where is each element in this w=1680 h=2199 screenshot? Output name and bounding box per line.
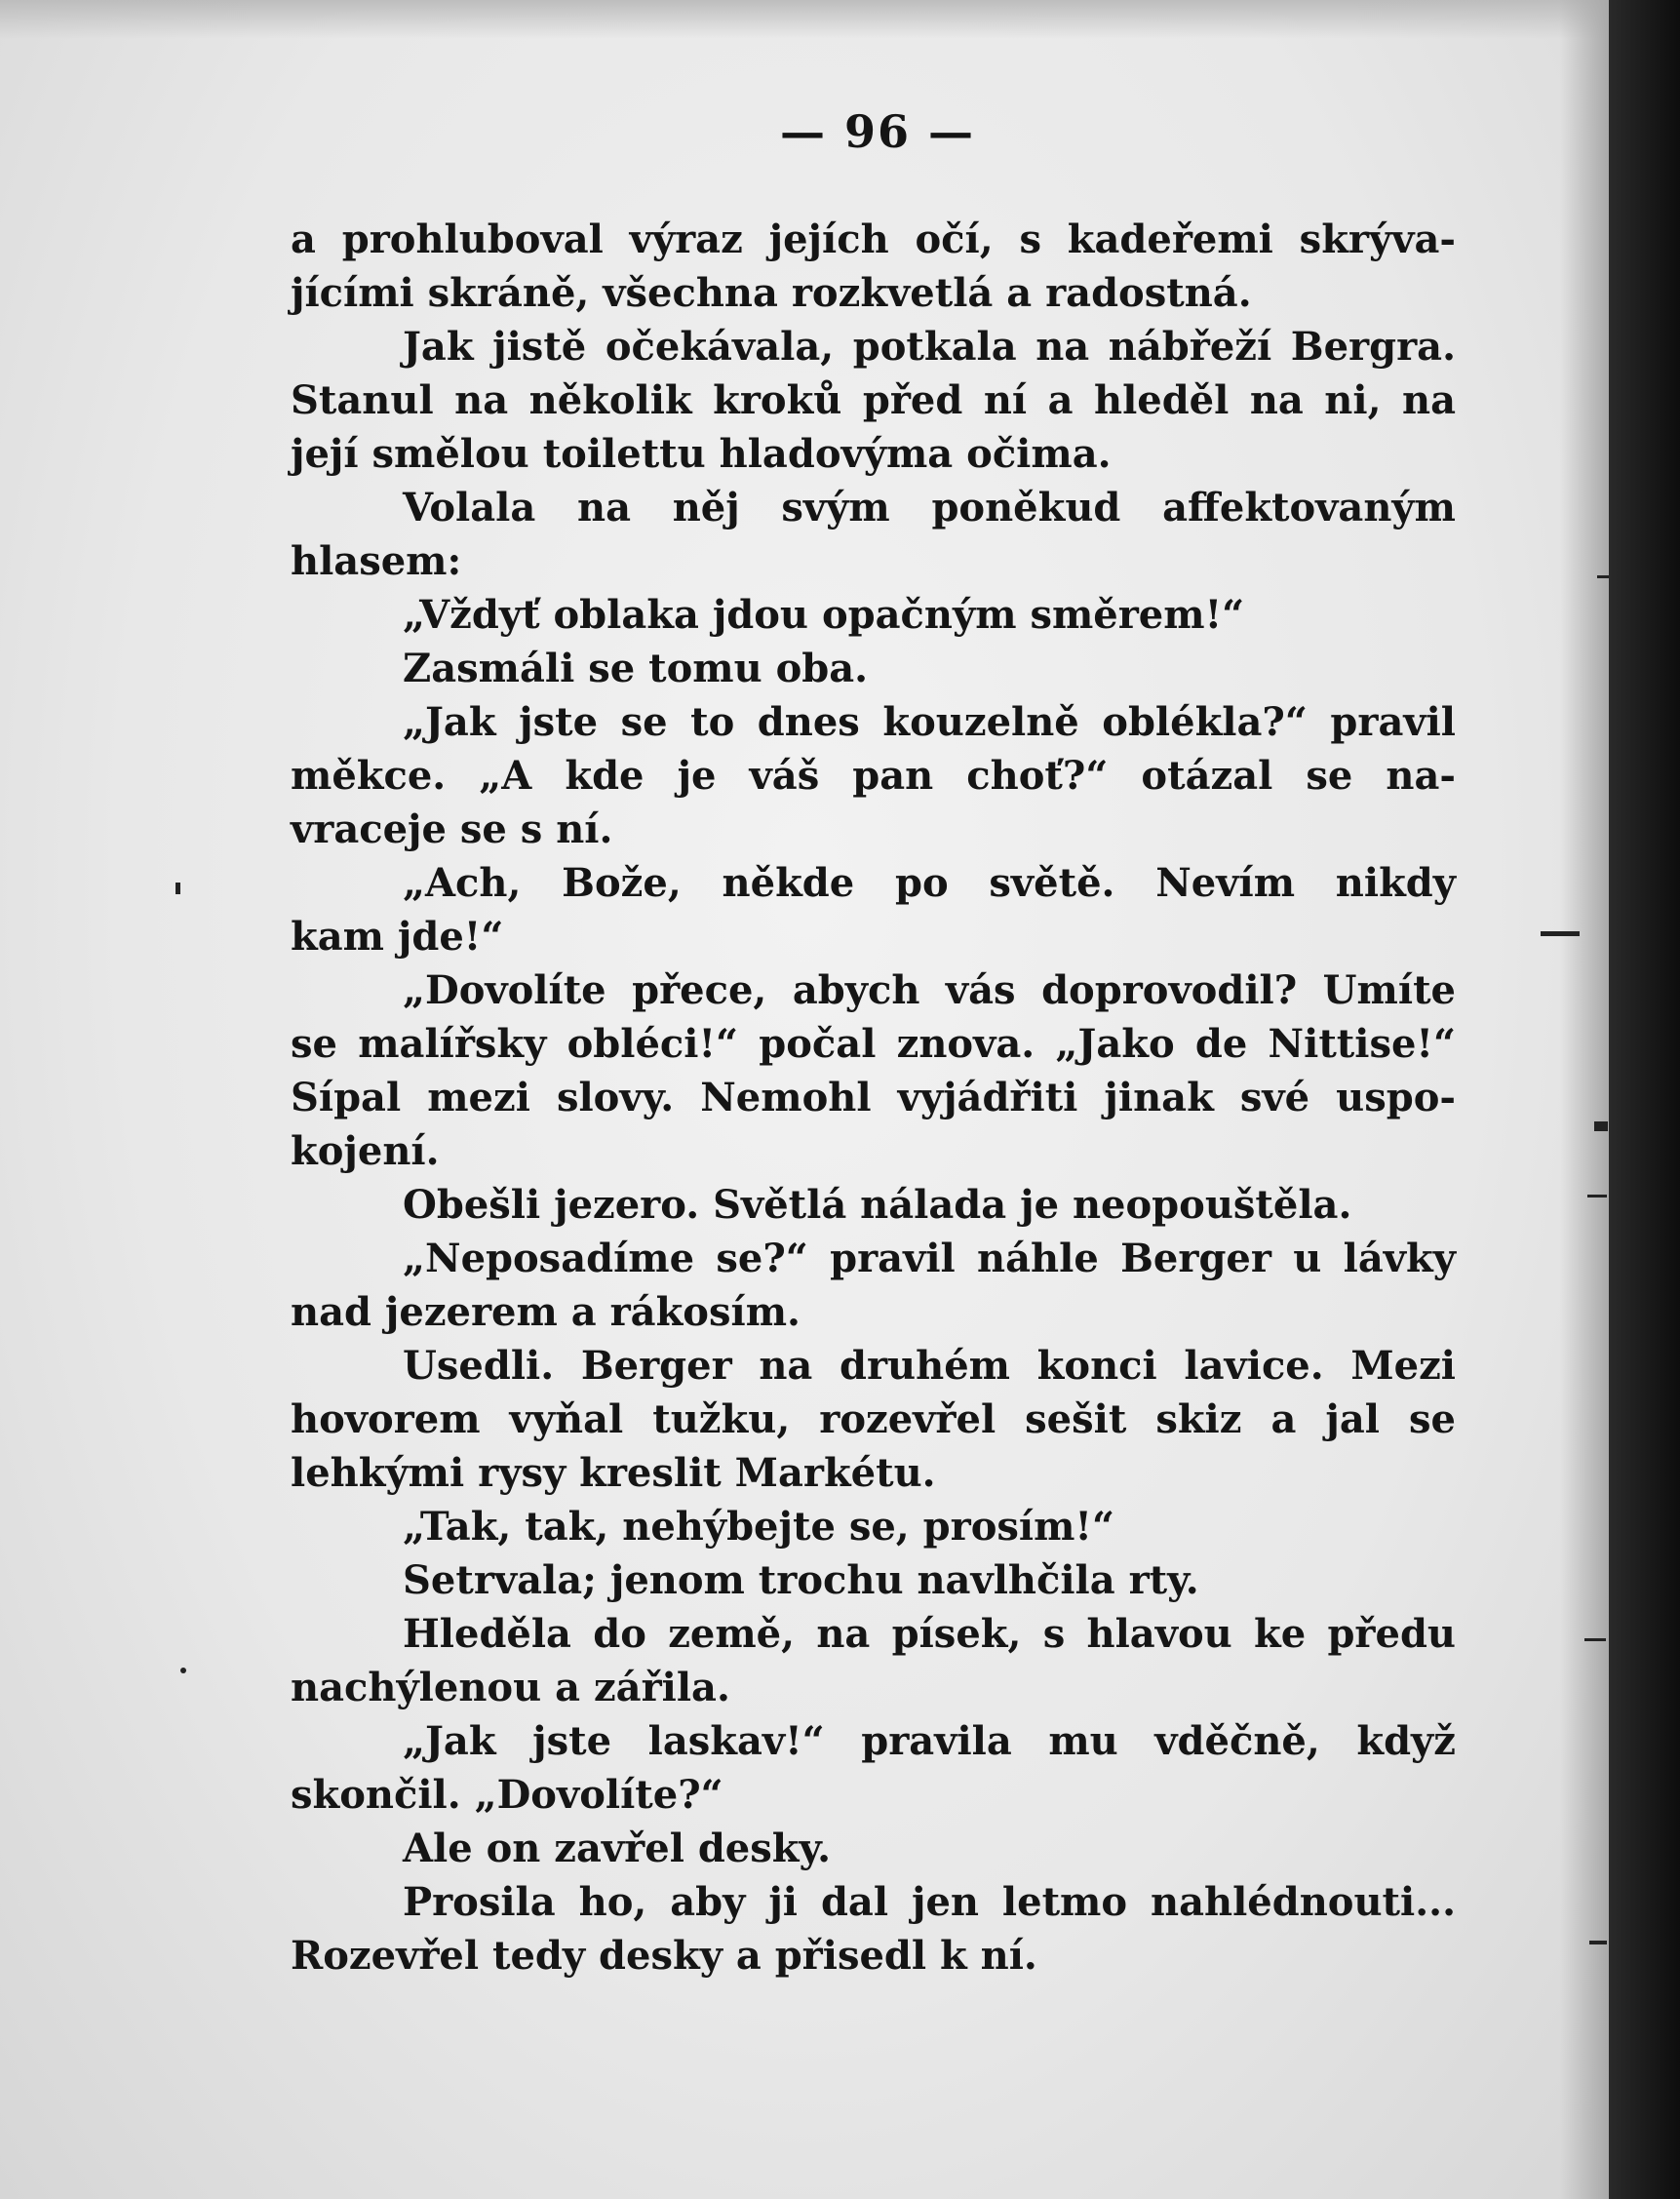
- ink-speck: [1594, 1121, 1608, 1131]
- text-line: „Vždyť oblaka jdou opačným směrem!“: [403, 592, 1245, 638]
- ink-speck: [1587, 1195, 1607, 1198]
- text-line: Rozevřel tedy desky a přisedl k ní.: [291, 1933, 1037, 1979]
- text-line: Ale on zavřel desky.: [403, 1826, 832, 1871]
- text-line: „Ach, Bože, někde po světě. Nevím nikdy: [403, 860, 1456, 906]
- book-binding: [1609, 0, 1680, 2199]
- text-line: Volala na něj svým poněkud affektovaným: [403, 485, 1456, 530]
- page-number: — 96 —: [779, 105, 976, 158]
- text-line: „Jak jste se to dnes kouzelně oblékla?“ pravil: [403, 699, 1456, 745]
- text-line: Hleděla do země, na písek, s hlavou ke předu: [403, 1611, 1456, 1657]
- text-line: kojení.: [291, 1128, 440, 1174]
- text-line: jícími skráně, všechna rozkvetlá a radostná.: [291, 270, 1252, 316]
- text-line: Stanul na několik kroků před ní a hleděl na ni, na: [291, 377, 1456, 423]
- text-line: skončil. „Dovolíte?“: [291, 1772, 723, 1818]
- page-right-shadow: [1560, 0, 1609, 2199]
- text-line: nad jezerem a rákosím.: [291, 1289, 801, 1335]
- text-line: a prohluboval výraz jejích očí, s kadeřemi skrýva-: [291, 216, 1456, 262]
- ink-speck: [1597, 575, 1609, 578]
- page-top-shadow: [0, 0, 1609, 39]
- text-line: vraceje se s ní.: [291, 806, 613, 852]
- ink-speck: [180, 1668, 186, 1673]
- text-line: měkce. „A kde je váš pan choť?“ otázal se na-: [291, 753, 1456, 799]
- text-line: se malířsky obléci!“ počal znova. „Jako de Nittise!“: [291, 1021, 1456, 1067]
- text-line: kam jde!“: [291, 914, 504, 960]
- body-text: [291, 213, 1456, 1983]
- text-line: Zasmáli se tomu oba.: [403, 646, 869, 691]
- text-line: Setrvala; jenom trochu navlhčila rty.: [403, 1557, 1199, 1603]
- text-line: Usedli. Berger na druhém konci lavice. Mezi: [403, 1343, 1456, 1389]
- text-line: nachýlenou a zářila.: [291, 1665, 730, 1710]
- text-line: Obešli jezero. Světlá nálada je neopouštěla.: [403, 1182, 1352, 1228]
- text-line: hovorem vyňal tužku, rozevřel sešit skiz a jal se: [291, 1396, 1456, 1442]
- text-line: hlasem:: [291, 538, 462, 584]
- ink-speck: [1541, 931, 1580, 936]
- text-line: Sípal mezi slovy. Nemohl vyjádřiti jinak své uspo-: [291, 1075, 1456, 1120]
- ink-speck: [1589, 1941, 1607, 1944]
- text-line: „Dovolíte přece, abych vás doprovodil? Umíte: [403, 967, 1456, 1013]
- ink-speck: [176, 883, 180, 894]
- text-line: Jak jistě očekávala, potkala na nábřeží Bergra.: [403, 324, 1456, 370]
- text-line: „Jak jste laskav!“ pravila mu vděčně, když: [403, 1718, 1456, 1764]
- text-line: Prosila ho, aby ji dal jen letmo nahlédnouti...: [403, 1879, 1456, 1925]
- text-line: lehkými rysy kreslit Markétu.: [291, 1450, 936, 1496]
- text-line: její smělou toilettu hladovýma očima.: [291, 431, 1112, 477]
- text-line: „Neposadíme se?“ pravil náhle Berger u lávky: [403, 1236, 1456, 1281]
- text-line: „Tak, tak, nehýbejte se, prosím!“: [403, 1504, 1114, 1550]
- ink-speck: [1584, 1638, 1606, 1641]
